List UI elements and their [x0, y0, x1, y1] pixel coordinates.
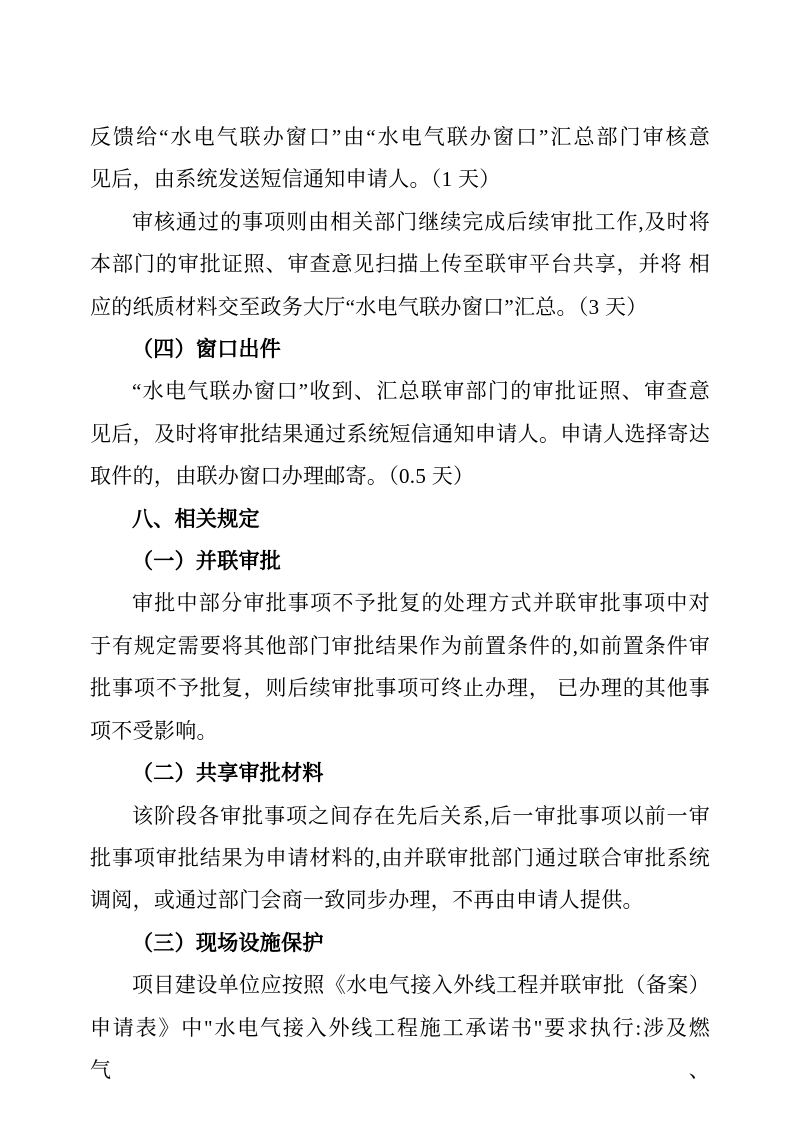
body-text-line: 本部门的审批证照、审查意见扫描上传至联审平台共享，并将 相 [90, 252, 710, 277]
body-text-line: 见后，由系统发送短信通知申请人。（1 天） [90, 167, 501, 192]
body-text-line: 批事项不予批复，则后续审批事项可终止办理， 已办理的其他事 [90, 676, 710, 701]
body-text-line: 反馈给“水电气联办窗口”由“水电气联办窗口”汇总部门审核意 [90, 125, 710, 149]
body-text-line: 于有规定需要将其他部门审批结果作为前置条件的,如前置条件审 [90, 633, 710, 658]
heading-line: （三）现场设施保护 [132, 930, 324, 955]
document-text-block [90, 116, 710, 1091]
body-text-line: 审核通过的事项则由相关部门继续完成后续审批工作,及时将 [132, 209, 710, 234]
heading-line: （一）并联审批 [132, 549, 282, 574]
body-text-line: 取件的，由联办窗口办理邮寄。（0.5 天） [90, 464, 475, 489]
heading-line: 八、相关规定 [132, 506, 260, 531]
body-text-line: 见后，及时将审批结果通过系统短信通知申请人。申请人选择寄达 [90, 421, 710, 446]
body-text-line: 调阅，或通过部门会商一致同步办理，不再由申请人提供。 [90, 888, 644, 913]
body-text-line: 批事项审批结果为申请材料的,由并联审批部门通过联合审批系统 [90, 845, 710, 870]
body-text-line: 应的纸质材料交至政务大厅“水电气联办窗口”汇总。（3 天） [90, 294, 648, 319]
body-text-line: 项目建设单位应按照《水电气接入外线工程并联审批（备案） [132, 973, 710, 998]
body-text-line: 项不受影响。 [90, 718, 218, 743]
heading-line: （四）窗口出件 [132, 337, 282, 362]
body-text-line: “水电气联办窗口”收到、汇总联审部门的审批证照、审查意 [132, 379, 710, 404]
body-text-line: 申请表》中"水电气接入外线工程施工承诺书"要求执行:涉及燃气、 [90, 1015, 710, 1082]
body-text-line: 审批中部分审批事项不予批复的处理方式并联审批事项中对 [132, 591, 710, 616]
heading-line: （二）共享审批材料 [132, 761, 324, 786]
body-text-line: 该阶段各审批事项之间存在先后关系,后一审批事项以前一审 [132, 803, 710, 828]
